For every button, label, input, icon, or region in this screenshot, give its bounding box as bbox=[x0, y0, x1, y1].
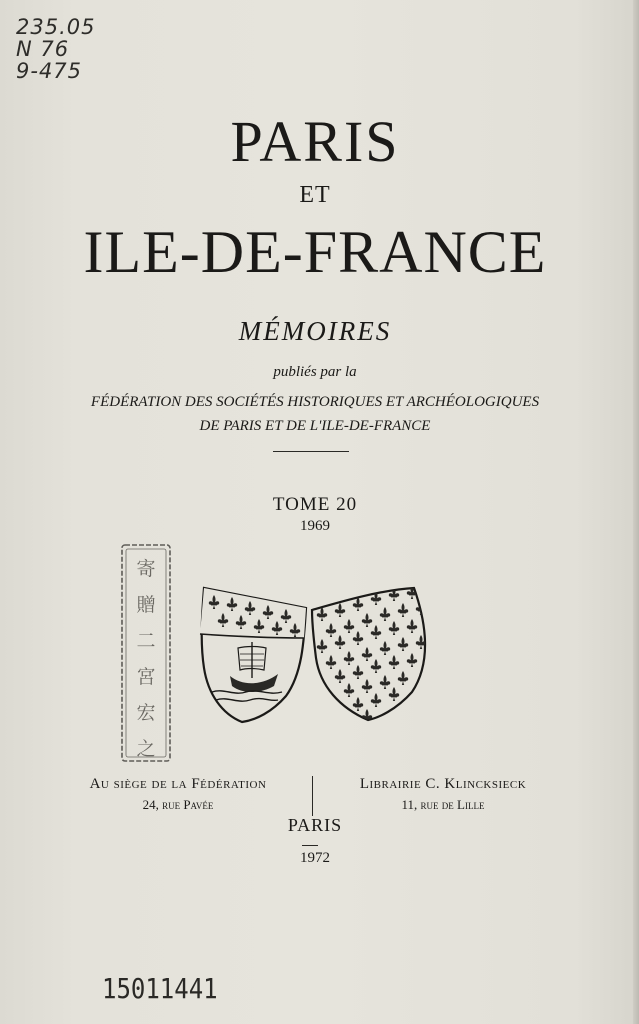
publication-city: PARIS bbox=[287, 815, 343, 835]
federation-name-line1: FÉDÉRATION DES SOCIÉTÉS HISTORIQUES ET ARCHÉOLOGIQUES bbox=[90, 394, 540, 410]
librairie-name: Librairie C. Klincksieck bbox=[359, 776, 527, 792]
stamp-char: 寄 bbox=[136, 558, 156, 580]
stamp-char: 宮 bbox=[136, 666, 156, 688]
stamp-char: 贈 bbox=[136, 594, 156, 616]
call-number-line: N 76 bbox=[16, 37, 70, 61]
title-et: ET bbox=[299, 182, 331, 208]
stamp-char: 二 bbox=[136, 630, 156, 652]
federation-seat: Au siège de la Fédération bbox=[89, 776, 267, 792]
series-title: MÉMOIRES bbox=[238, 316, 392, 346]
publication-year: 1972 bbox=[300, 850, 330, 866]
handwritten-call-number bbox=[16, 16, 95, 82]
federation-name-line2: DE PARIS ET DE L'ILE-DE-FRANCE bbox=[199, 418, 431, 434]
stamp-text bbox=[120, 551, 172, 767]
call-number-line: 235.05 bbox=[16, 15, 96, 39]
title-paris: PARIS bbox=[230, 109, 400, 174]
publisher-librairie bbox=[330, 776, 556, 813]
tome-number: TOME 20 bbox=[272, 494, 358, 515]
coats-of-arms bbox=[190, 582, 440, 732]
divider-rule bbox=[273, 451, 349, 452]
librairie-address: 11, rue de Lille bbox=[401, 797, 485, 812]
publisher-federation bbox=[62, 776, 294, 813]
stamp-char: 之 bbox=[136, 738, 156, 760]
title-ile-de-france: ILE-DE-FRANCE bbox=[83, 219, 547, 285]
stamp-char: 宏 bbox=[136, 702, 156, 724]
library-donation-stamp bbox=[120, 543, 172, 763]
paris-shield-icon bbox=[190, 582, 320, 722]
footer-divider bbox=[312, 776, 313, 816]
small-rule bbox=[302, 845, 318, 846]
accession-number: 15011441 bbox=[102, 972, 218, 1006]
page-spine-edge bbox=[633, 0, 639, 1024]
tome-year: 1969 bbox=[300, 518, 330, 534]
call-number-line: 9-475 bbox=[16, 59, 83, 83]
france-shield-icon bbox=[312, 585, 426, 723]
published-by: publiés par la bbox=[273, 364, 357, 380]
federation-address: 24, rue Pavée bbox=[142, 797, 214, 812]
